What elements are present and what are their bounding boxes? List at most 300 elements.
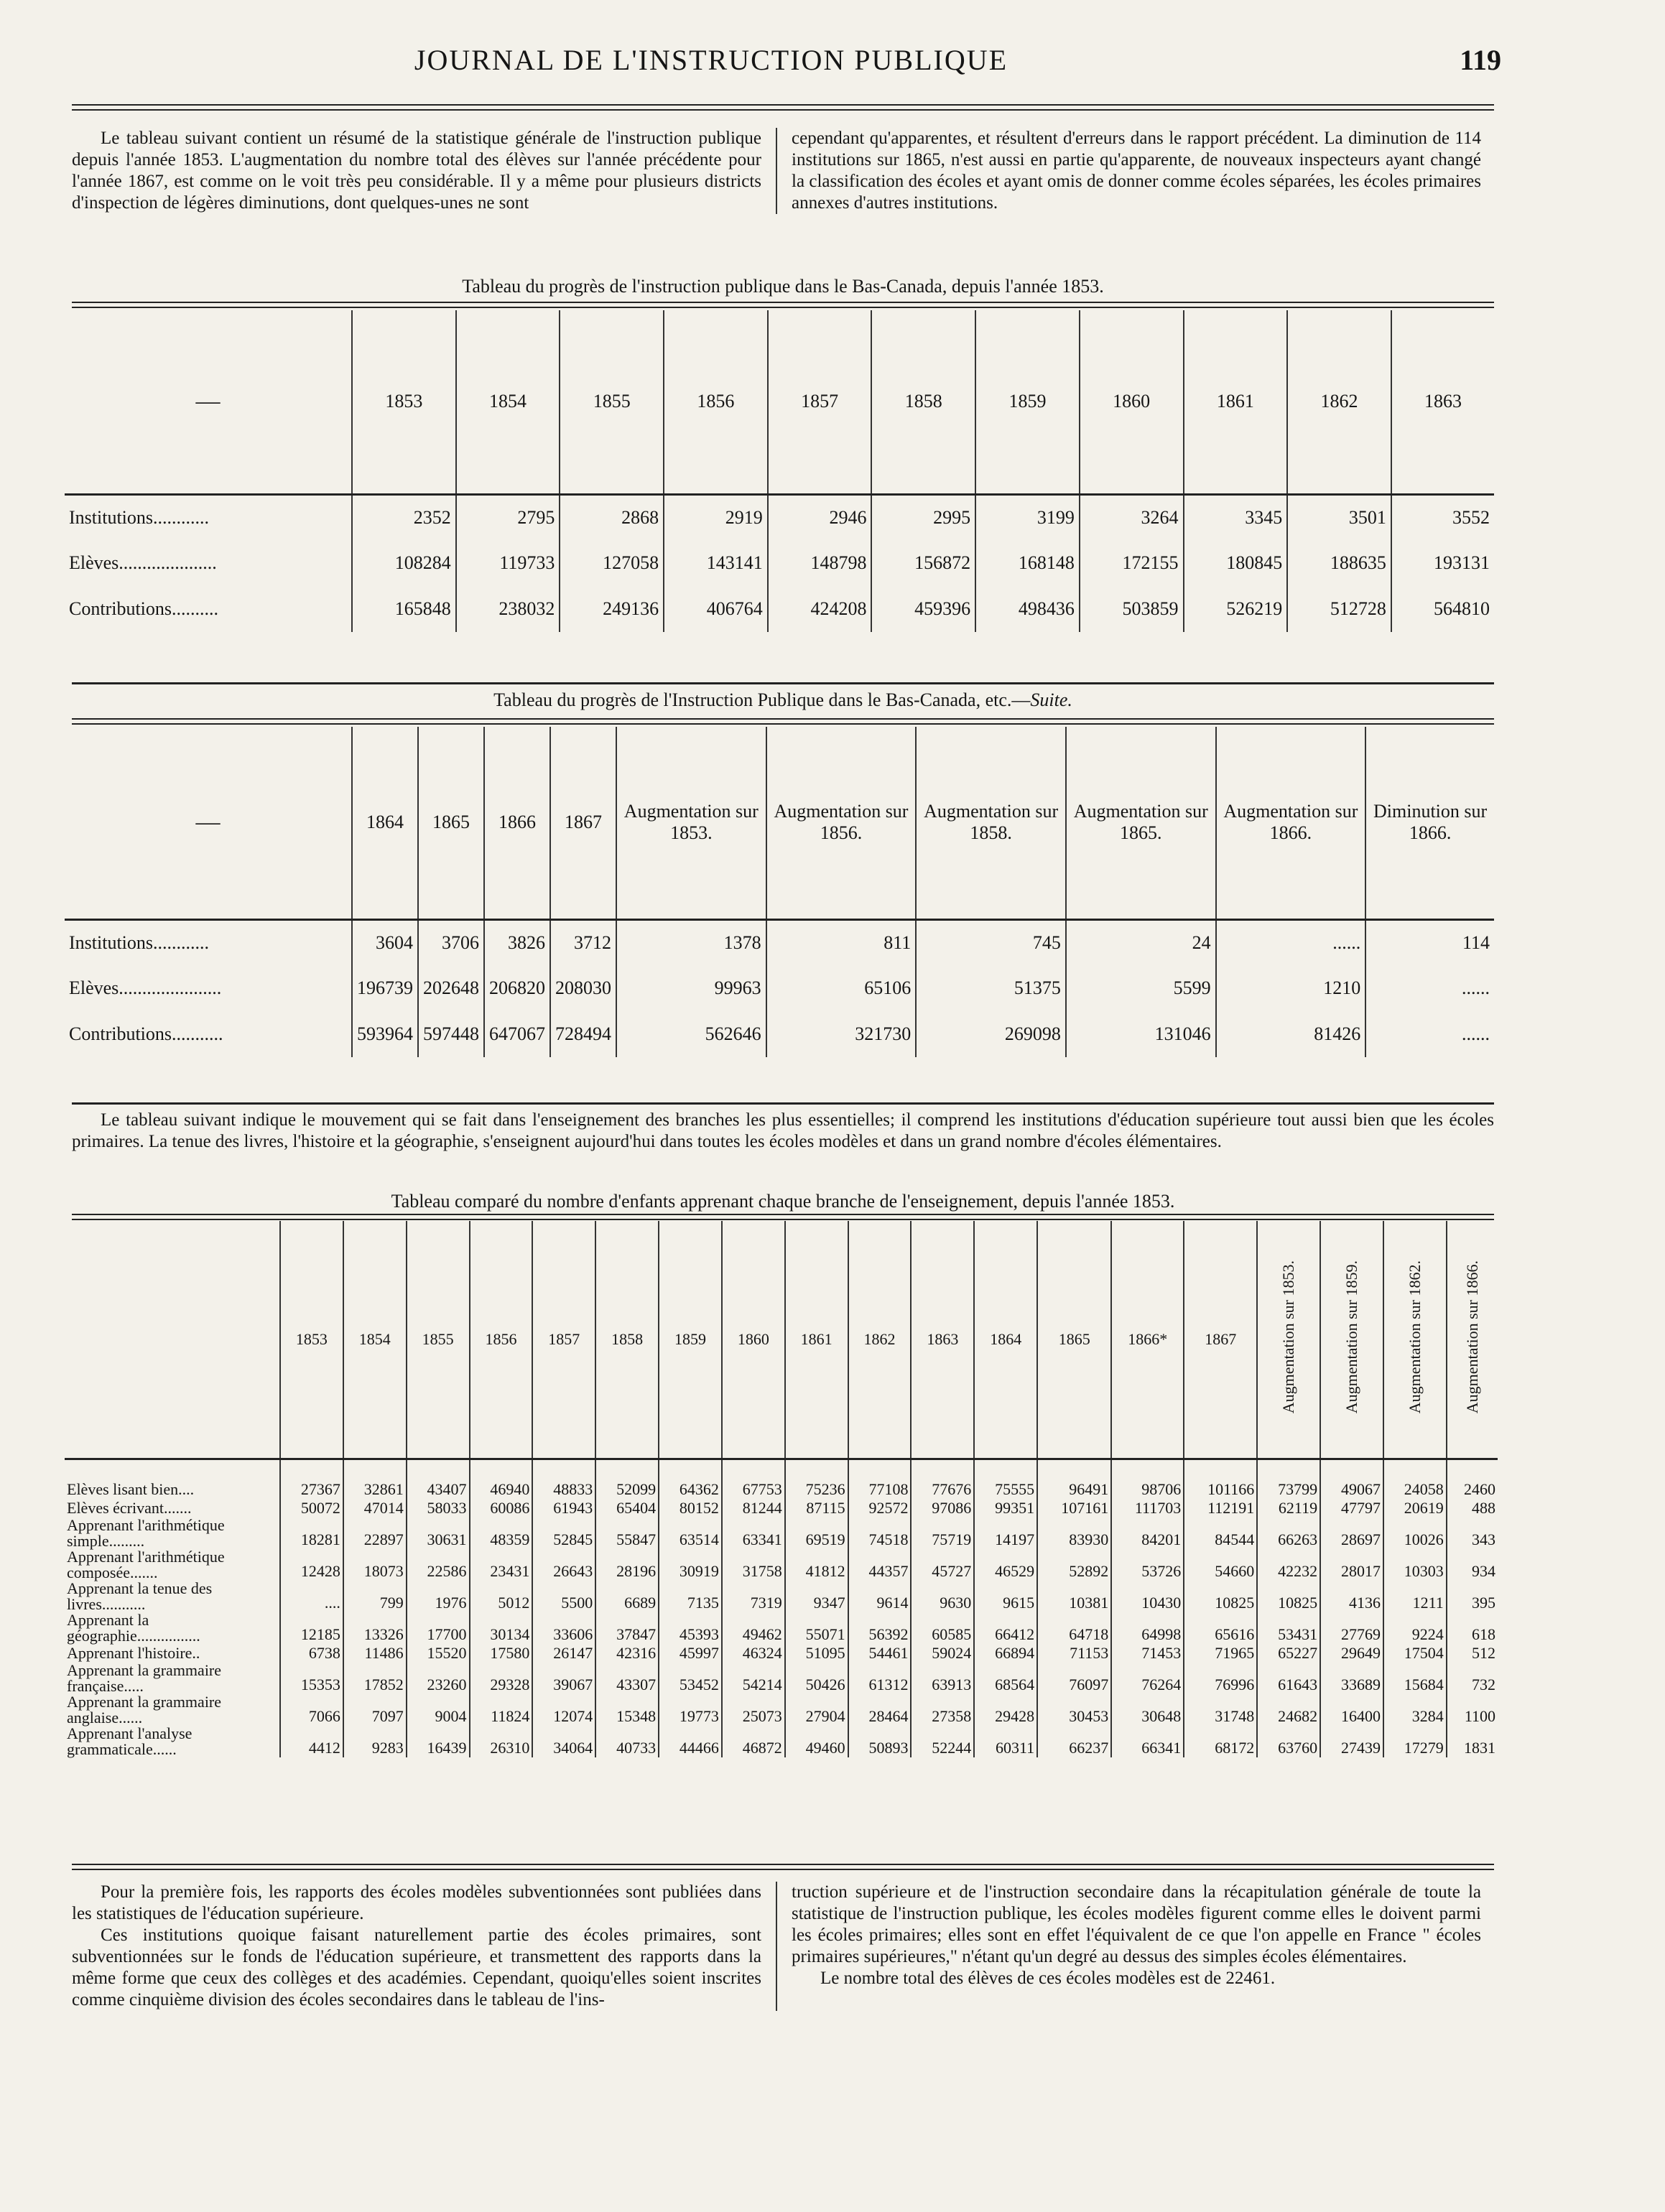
table2-cell: ......: [1365, 1011, 1494, 1057]
table2-col-header: Augmentation sur 1853.: [616, 727, 766, 919]
table3-cell: 10381: [1037, 1581, 1111, 1612]
table3-cell: 76264: [1111, 1663, 1184, 1694]
table1-cell: 249136: [560, 586, 664, 632]
table3-col-header: 1857: [532, 1221, 595, 1459]
table3-cell: 54214: [722, 1663, 785, 1694]
table3-cell: 23260: [407, 1663, 470, 1694]
table3-cell: 15520: [407, 1644, 470, 1663]
table1-body: [65, 494, 1494, 632]
table2-bottom-rule: [72, 1102, 1494, 1105]
table1-row-label: Contributions..........: [69, 598, 219, 619]
table3-cell: 17580: [470, 1644, 533, 1663]
table3-cell: 71153: [1037, 1644, 1111, 1663]
table3-col-header-text: Augmentation sur 1859.: [1342, 1260, 1361, 1414]
table1-cell: 498436: [975, 586, 1080, 632]
table3-cell: 71453: [1111, 1644, 1184, 1663]
table3-cell: 33689: [1320, 1663, 1383, 1694]
table2-cell: 51375: [916, 965, 1066, 1011]
table1-row: [65, 540, 1494, 586]
table1-cell: 406764: [664, 586, 768, 632]
table3-col-header: 1864: [974, 1221, 1037, 1459]
table3-row: [65, 1518, 1498, 1549]
table3-cell: 62119: [1257, 1499, 1320, 1518]
table3-cell: 7097: [343, 1694, 407, 1726]
table1-col-header: 1858: [871, 310, 975, 494]
table3-col-header: 1859: [659, 1221, 722, 1459]
table3-cell: 77108: [848, 1459, 912, 1500]
table3-cell: 27439: [1320, 1726, 1383, 1757]
table3-cell: 54461: [848, 1644, 912, 1663]
table3-cell: 73799: [1257, 1459, 1320, 1500]
table3-cell: 76097: [1037, 1663, 1111, 1694]
closing-left-p2: Ces institutions quoique faisant naturellement partie des écoles primaires, sont subventionnées sur le fonds de l'éducation supérieure, et transmettent des rapports dans la même forme que ceux des collèges et des académies. Cependant, quoiqu'elles soient inscrites comme cinquième division des écoles secondaires dans le tableau de l'ins-: [72, 1925, 761, 2009]
table3-cell: 44357: [848, 1549, 912, 1581]
table2-cell: 597448: [418, 1011, 484, 1057]
table3-cell: 33606: [532, 1612, 595, 1644]
table3-cell: 47797: [1320, 1499, 1383, 1518]
table3-cell: 92572: [848, 1499, 912, 1518]
table3-col-header: 1860: [722, 1221, 785, 1459]
table2-body: [65, 919, 1494, 1057]
table3-row-label: Apprenant l'analyse grammaticale......: [67, 1724, 193, 1758]
table3-row: [65, 1663, 1498, 1694]
table2-cell: ......: [1216, 919, 1366, 965]
table2-cell: 81426: [1216, 1011, 1366, 1057]
table3-cell: 26310: [470, 1726, 533, 1757]
table1-caption: [72, 276, 1494, 297]
table3-row-label: Apprenant la grammaire française.....: [67, 1661, 222, 1695]
table3-cell: 3284: [1383, 1694, 1447, 1726]
table3-col-header-text: Augmentation sur 1862.: [1405, 1260, 1424, 1414]
table1-row-label: Elèves.....................: [69, 552, 217, 573]
table3-cell: 52845: [532, 1518, 595, 1549]
page-number: 119: [1460, 44, 1501, 76]
table3-cell: 39067: [532, 1663, 595, 1694]
table3-cell: 77676: [911, 1459, 974, 1500]
table3-cell: 16439: [407, 1726, 470, 1757]
table3-cell: 65227: [1257, 1644, 1320, 1663]
table3-cell: 49462: [722, 1612, 785, 1644]
table3-cell: 66412: [974, 1612, 1037, 1644]
table1-row-label: Institutions............: [69, 506, 210, 528]
table3-cell: 24682: [1257, 1694, 1320, 1726]
table3-cell: 799: [343, 1581, 407, 1612]
table2-header-row: [65, 727, 1494, 919]
table2-cell: 196739: [352, 965, 418, 1011]
table3-top-rule: [72, 1214, 1494, 1220]
table1-cell: 2919: [664, 494, 768, 540]
table1-cell: 2352: [352, 494, 456, 540]
table3-cell: 52099: [595, 1459, 659, 1500]
table2-cell: 24: [1066, 919, 1216, 965]
table3-cell: 31748: [1184, 1694, 1257, 1726]
table2-row: [65, 1011, 1494, 1057]
table1-col-header: 1855: [560, 310, 664, 494]
table1-col-header: 1854: [456, 310, 560, 494]
table1-cell: 459396: [871, 586, 975, 632]
page-header: [65, 43, 1501, 86]
table2-cell: 593964: [352, 1011, 418, 1057]
table3-cell: 934: [1447, 1549, 1498, 1581]
table2-cell: 728494: [550, 1011, 616, 1057]
table3-col-header: 1858: [595, 1221, 659, 1459]
table2-cell: 1210: [1216, 965, 1366, 1011]
table3-cell: 16400: [1320, 1694, 1383, 1726]
table3-cell: 27904: [785, 1694, 848, 1726]
table3-col-header: 1856: [470, 1221, 533, 1459]
table3-row: [65, 1459, 1498, 1500]
branch-comparison-table: [65, 1221, 1498, 1757]
table1-col-header: 1860: [1080, 310, 1184, 494]
table2-top-rule: [72, 718, 1494, 725]
table3-row-label: Apprenant la tenue des livres...........: [67, 1579, 213, 1613]
table2-cell: 269098: [916, 1011, 1066, 1057]
table3-col-header: [1320, 1221, 1383, 1459]
table3-cell: 9614: [848, 1581, 912, 1612]
table3-cell: 43307: [595, 1663, 659, 1694]
table3-cell: 76996: [1184, 1663, 1257, 1694]
table3-cell: 2460: [1447, 1459, 1498, 1500]
table2-cell: ......: [1365, 965, 1494, 1011]
table3-cell: 10825: [1184, 1581, 1257, 1612]
table3-bottom-rule: [72, 1864, 1494, 1870]
table3-cell: 31758: [722, 1549, 785, 1581]
table1-corner-dash: —: [195, 388, 221, 415]
table3-cell: 25073: [722, 1694, 785, 1726]
table1-cell: 168148: [975, 540, 1080, 586]
table3-cell: 96491: [1037, 1459, 1111, 1500]
table1-cell: 143141: [664, 540, 768, 586]
table3-cell: 99351: [974, 1499, 1037, 1518]
table3-cell: 19773: [659, 1694, 722, 1726]
table3-cell: 28464: [848, 1694, 912, 1726]
table2-col-header: 1864: [352, 727, 418, 919]
table3-cell: 51095: [785, 1644, 848, 1663]
table3-cell: 28697: [1320, 1518, 1383, 1549]
table1-cell: 148798: [768, 540, 872, 586]
table3-cell: 53726: [1111, 1549, 1184, 1581]
table3-cell: 26147: [532, 1644, 595, 1663]
table2-row-label: Elèves......................: [69, 977, 222, 998]
table3-cell: 50072: [280, 1499, 343, 1518]
table3-cell: 47014: [343, 1499, 407, 1518]
table3-cell: 618: [1447, 1612, 1498, 1644]
intro-paragraph: [72, 128, 1494, 214]
table2-cell: 208030: [550, 965, 616, 1011]
table3-col-header: 1863: [911, 1221, 974, 1459]
closing-right-p2: Le nombre total des élèves de ces écoles modèles est de 22461.: [820, 1969, 1276, 1988]
table3-cell: 44466: [659, 1726, 722, 1757]
table1-cell: 2995: [871, 494, 975, 540]
table3-header-row: [65, 1221, 1498, 1459]
table1-header-row: [65, 310, 1494, 494]
table2-caption: [72, 689, 1494, 711]
table3-corner: [65, 1221, 280, 1459]
table3-cell: 9630: [911, 1581, 974, 1612]
table3-cell: 83930: [1037, 1518, 1111, 1549]
table3-cell: 29649: [1320, 1644, 1383, 1663]
table3-col-header: 1862: [848, 1221, 912, 1459]
table3-cell: 53452: [659, 1663, 722, 1694]
table3-cell: 17504: [1383, 1644, 1447, 1663]
mid-paragraph: Le tableau suivant indique le mouvement qui se fait dans l'enseignement des branches les plus essentielles; il comprend les institutions d'éducation supérieure tout aussi bien que les écoles primaires. La tenue des livres, l'histoire et la géographie, s'enseignent aujourd'hui dans toutes les écoles modèles et dans un grand nombre d'écoles élémentaires.: [72, 1110, 1494, 1151]
table1-bottom-rule: [72, 682, 1494, 684]
table3-row: [65, 1612, 1498, 1644]
table3-cell: 68172: [1184, 1726, 1257, 1757]
table3-cell: 61943: [532, 1499, 595, 1518]
table3-row: [65, 1694, 1498, 1726]
table3-cell: 12428: [280, 1549, 343, 1581]
table1-cell: 108284: [352, 540, 456, 586]
table2-row: [65, 919, 1494, 965]
table2-row: [65, 965, 1494, 1011]
table3-col-header: 1866*: [1111, 1221, 1184, 1459]
table3-cell: 28196: [595, 1549, 659, 1581]
table3-cell: 9347: [785, 1581, 848, 1612]
table3-cell: 9615: [974, 1581, 1037, 1612]
closing-left-p1: Pour la première fois, les rapports des écoles modèles subventionnées sont publiées dans les statistiques de l'éducation supérieure.: [72, 1882, 761, 1923]
table3-col-header: 1853: [280, 1221, 343, 1459]
table3-cell: 58033: [407, 1499, 470, 1518]
closing-paragraph: [72, 1882, 1494, 2011]
table3-caption: [72, 1191, 1494, 1212]
table3-cell: 60086: [470, 1499, 533, 1518]
table3-cell: 50426: [785, 1663, 848, 1694]
table3-cell: 6738: [280, 1644, 343, 1663]
table3-cell: 30919: [659, 1549, 722, 1581]
table3-col-header: 1854: [343, 1221, 407, 1459]
table1-cell: 193131: [1391, 540, 1494, 586]
table1-cell: 2946: [768, 494, 872, 540]
table3-cell: 84544: [1184, 1518, 1257, 1549]
table3-cell: 11486: [343, 1644, 407, 1663]
table3-cell: 5500: [532, 1581, 595, 1612]
table3-cell: ....: [280, 1581, 343, 1612]
table1-cell: 512728: [1287, 586, 1391, 632]
table2-cell: 745: [916, 919, 1066, 965]
table2-corner: [65, 727, 352, 919]
table3-col-header-text: Augmentation sur 1866.: [1462, 1260, 1481, 1414]
table2-cell: 3712: [550, 919, 616, 965]
table3-row-label: Apprenant la grammaire anglaise......: [67, 1693, 222, 1727]
table3-cell: 4412: [280, 1726, 343, 1757]
table3-cell: 10303: [1383, 1549, 1447, 1581]
table3-cell: 59024: [911, 1644, 974, 1663]
table2-col-header: Augmentation sur 1865.: [1066, 727, 1216, 919]
table2-cell: 65106: [766, 965, 917, 1011]
table3-cell: 75555: [974, 1459, 1037, 1500]
intro-right-column: cependant qu'apparentes, et résultent d'erreurs dans le rapport précédent. La diminution de 114 institutions sur 1865, n'est aussi en partie qu'apparente, de nouveaux inspecteurs ayant changé la classification des écoles et ayant omis de donner comme écoles séparées, les écoles primaires annexes d'autres institutions.: [792, 129, 1481, 213]
table3-cell: 71965: [1184, 1644, 1257, 1663]
table3-cell: 18281: [280, 1518, 343, 1549]
table3-cell: 107161: [1037, 1499, 1111, 1518]
table3-cell: 65404: [595, 1499, 659, 1518]
table1-cell: 503859: [1080, 586, 1184, 632]
table3-cell: 65616: [1184, 1612, 1257, 1644]
table3-cell: 61643: [1257, 1663, 1320, 1694]
table3-cell: 48833: [532, 1459, 595, 1500]
table3-col-header: 1865: [1037, 1221, 1111, 1459]
journal-title: JOURNAL DE L'INSTRUCTION PUBLIQUE: [414, 44, 1008, 76]
table3-cell: 17279: [1383, 1726, 1447, 1757]
table3-cell: 9283: [343, 1726, 407, 1757]
table3-cell: 64718: [1037, 1612, 1111, 1644]
table3-cell: 55071: [785, 1612, 848, 1644]
table3-row-label: Elèves écrivant.......: [67, 1499, 192, 1517]
table3-cell: 45997: [659, 1644, 722, 1663]
table1-col-header: 1863: [1391, 310, 1494, 494]
table3-cell: 63341: [722, 1518, 785, 1549]
table2-cell: 206820: [484, 965, 550, 1011]
table3-cell: 46324: [722, 1644, 785, 1663]
table3-cell: 30453: [1037, 1694, 1111, 1726]
table1-cell: 2868: [560, 494, 664, 540]
table3-cell: 13326: [343, 1612, 407, 1644]
table2-col-header: Augmentation sur 1858.: [916, 727, 1066, 919]
table2-cell: 647067: [484, 1011, 550, 1057]
table3-cell: 60585: [911, 1612, 974, 1644]
table3-cell: 46529: [974, 1549, 1037, 1581]
table1-caption-text: Tableau du progrès de l'instruction publique dans le Bas-Canada, depuis l'année 1853.: [462, 276, 1104, 297]
table3-col-header: 1855: [407, 1221, 470, 1459]
table3-cell: 30134: [470, 1612, 533, 1644]
table3-cell: 60311: [974, 1726, 1037, 1757]
table2-cell: 3706: [418, 919, 484, 965]
table3-cell: 75236: [785, 1459, 848, 1500]
closing-right-column: [777, 1882, 1481, 2011]
table1-cell: 3501: [1287, 494, 1391, 540]
table3-cell: 34064: [532, 1726, 595, 1757]
table3-row: [65, 1644, 1498, 1663]
table3-cell: 63514: [659, 1518, 722, 1549]
table1-cell: 564810: [1391, 586, 1494, 632]
table3-cell: 69519: [785, 1518, 848, 1549]
closing-left-column: [72, 1882, 777, 2011]
table3-cell: 49067: [1320, 1459, 1383, 1500]
table3-cell: 27769: [1320, 1612, 1383, 1644]
table3-cell: 23431: [470, 1549, 533, 1581]
table3-row: [65, 1726, 1498, 1757]
table3-cell: 732: [1447, 1663, 1498, 1694]
table3-cell: 12074: [532, 1694, 595, 1726]
table3-cell: 7066: [280, 1694, 343, 1726]
table2-col-header: Augmentation sur 1866.: [1216, 727, 1366, 919]
table3-cell: 80152: [659, 1499, 722, 1518]
table3-row: [65, 1499, 1498, 1518]
table3-cell: 27367: [280, 1459, 343, 1500]
header-rule: [72, 104, 1494, 111]
table2-col-header: 1866: [484, 727, 550, 919]
table2-col-header: 1865: [418, 727, 484, 919]
table3-cell: 55847: [595, 1518, 659, 1549]
table1-cell: 526219: [1184, 586, 1288, 632]
table3-cell: 46940: [470, 1459, 533, 1500]
table2-cell: 1378: [616, 919, 766, 965]
table3-cell: 97086: [911, 1499, 974, 1518]
table1-cell: 3199: [975, 494, 1080, 540]
table3-caption-text: Tableau comparé du nombre d'enfants apprenant chaque branche de l'enseignement, depuis l'année 1853.: [391, 1191, 1175, 1212]
table1-cell: 156872: [871, 540, 975, 586]
table3-cell: 4136: [1320, 1581, 1383, 1612]
table3-cell: 26643: [532, 1549, 595, 1581]
table1-cell: 127058: [560, 540, 664, 586]
table3-cell: 42316: [595, 1644, 659, 1663]
table3-col-header-text: Augmentation sur 1853.: [1279, 1260, 1298, 1414]
table3-cell: 5012: [470, 1581, 533, 1612]
table3-cell: 81244: [722, 1499, 785, 1518]
table3-cell: 1100: [1447, 1694, 1498, 1726]
table3-cell: 22586: [407, 1549, 470, 1581]
table1-cell: 119733: [456, 540, 560, 586]
table3-cell: 45393: [659, 1612, 722, 1644]
table3-cell: 343: [1447, 1518, 1498, 1549]
table3-cell: 61312: [848, 1663, 912, 1694]
table3-cell: 87115: [785, 1499, 848, 1518]
table3-cell: 67753: [722, 1459, 785, 1500]
table3-col-header: [1383, 1221, 1447, 1459]
table3-cell: 28017: [1320, 1549, 1383, 1581]
table3-cell: 6689: [595, 1581, 659, 1612]
table2-caption-suite: Suite.: [1030, 689, 1072, 710]
table1-cell: 424208: [768, 586, 872, 632]
table3-cell: 66237: [1037, 1726, 1111, 1757]
table3-body: [65, 1459, 1498, 1758]
table3-cell: 66341: [1111, 1726, 1184, 1757]
table1-row: [65, 494, 1494, 540]
table3-cell: 11824: [470, 1694, 533, 1726]
table2-cell: 131046: [1066, 1011, 1216, 1057]
table1-cell: 188635: [1287, 540, 1391, 586]
table3-cell: 9224: [1383, 1612, 1447, 1644]
table1-col-header: 1853: [352, 310, 456, 494]
table2-cell: 3826: [484, 919, 550, 965]
table3-cell: 75719: [911, 1518, 974, 1549]
table3-col-header: [1257, 1221, 1320, 1459]
intro-left-column: Le tableau suivant contient un résumé de la statistique générale de l'instruction publique depuis l'année 1853. L'augmentation du nombre total des élèves sur l'année précédente pour l'année 1867, est comme on le voit très peu considérable. Il y a même pour plusieurs districts d'inspection de légères diminutions, dont quelques-unes ne sont: [72, 128, 777, 214]
table3-cell: 29328: [470, 1663, 533, 1694]
table3-cell: 1831: [1447, 1726, 1498, 1757]
table3-cell: 10026: [1383, 1518, 1447, 1549]
table3-cell: 46872: [722, 1726, 785, 1757]
table3-cell: 1211: [1383, 1581, 1447, 1612]
table2-row-label: Institutions............: [69, 931, 210, 953]
table3-cell: 7135: [659, 1581, 722, 1612]
table3-col-header: 1867: [1184, 1221, 1257, 1459]
table1-cell: 3552: [1391, 494, 1494, 540]
table3-cell: 395: [1447, 1581, 1498, 1612]
table3-cell: 64998: [1111, 1612, 1184, 1644]
table1-top-rule: [72, 302, 1494, 308]
table1-col-header: 1857: [768, 310, 872, 494]
table3-cell: 112191: [1184, 1499, 1257, 1518]
table3-cell: 48359: [470, 1518, 533, 1549]
table3-cell: 37847: [595, 1612, 659, 1644]
table3-cell: 15684: [1383, 1663, 1447, 1694]
table3-cell: 14197: [974, 1518, 1037, 1549]
table3-row-label: Apprenant l'arithmétique composée.......: [67, 1548, 225, 1581]
table2-cell: 3604: [352, 919, 418, 965]
table2-col-header: Diminution sur 1866.: [1365, 727, 1494, 919]
table3-cell: 17700: [407, 1612, 470, 1644]
table3-cell: 22897: [343, 1518, 407, 1549]
table2-corner-dash: —: [195, 809, 221, 836]
table3-cell: 20619: [1383, 1499, 1447, 1518]
table3-cell: 18073: [343, 1549, 407, 1581]
table1-cell: 172155: [1080, 540, 1184, 586]
table3-cell: 30631: [407, 1518, 470, 1549]
table3-col-header: [1447, 1221, 1498, 1459]
table2-col-header: Augmentation sur 1856.: [766, 727, 917, 919]
